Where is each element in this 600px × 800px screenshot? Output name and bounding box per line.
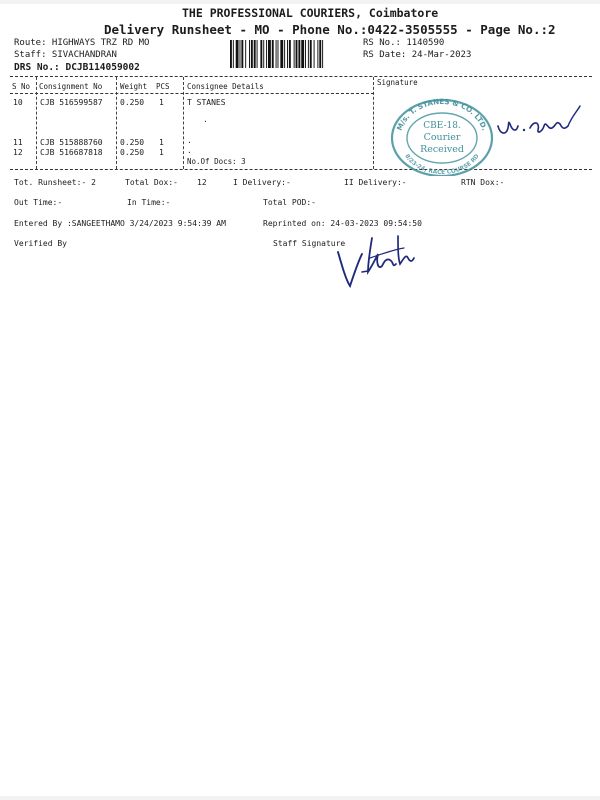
barcode-bar bbox=[233, 40, 234, 68]
col-divider bbox=[183, 77, 184, 169]
barcode-bar bbox=[236, 40, 239, 68]
ii-delivery: II Delivery:- bbox=[344, 178, 407, 187]
row-sno: 10 bbox=[13, 98, 23, 107]
company-stamp-icon bbox=[388, 94, 496, 176]
staff-signature-label: Staff Signature bbox=[273, 239, 346, 248]
drs-number: DRS No.: DCJB114059002 bbox=[14, 62, 140, 73]
row-details: . bbox=[187, 136, 192, 145]
row-pcs: 1 bbox=[159, 98, 164, 107]
barcode-bar bbox=[251, 40, 253, 68]
col-header-sno: S No bbox=[12, 82, 31, 91]
reprinted-on: Reprinted on: 24-03-2023 09:54:50 bbox=[263, 219, 422, 228]
row-sno: 12 bbox=[13, 148, 23, 157]
row-weight: 0.250 bbox=[120, 138, 145, 147]
rs-number: RS No.: 1140590 bbox=[363, 38, 445, 48]
col-divider bbox=[36, 77, 37, 169]
total-dox-value: 12 bbox=[197, 178, 207, 187]
row-consignment: CJB 516687818 bbox=[40, 148, 103, 157]
col-divider bbox=[116, 77, 117, 169]
row-pcs: 1 bbox=[159, 148, 164, 157]
stamp-ring-text: M/s. T. STANES & CO. LTD. bbox=[394, 96, 490, 132]
barcode-bar bbox=[245, 40, 246, 68]
barcode-bar bbox=[314, 40, 315, 68]
barcode-bar bbox=[310, 40, 312, 68]
barcode-bar bbox=[298, 40, 300, 68]
company-title: THE PROFESSIONAL COURIERS, Coimbatore bbox=[182, 6, 439, 20]
col-divider bbox=[373, 77, 374, 169]
staff-label: Staff: SIVACHANDRAN bbox=[14, 50, 117, 60]
rtn-dox: RTN Dox:- bbox=[461, 178, 505, 187]
table-bottom-rule bbox=[10, 169, 592, 170]
stamp-line3: Received bbox=[420, 144, 464, 155]
barcode-bar bbox=[301, 40, 304, 68]
row-sno: 11 bbox=[13, 138, 23, 147]
tot-runsheet: Tot. Runsheet:- 2 bbox=[14, 178, 96, 187]
row-extra-dot: . bbox=[203, 115, 208, 124]
stamp-bottom-text: 8/23-24, RACE COURSE RD bbox=[403, 153, 481, 176]
entered-by: Entered By :SANGEETHAMO 3/24/2023 9:54:39 AM bbox=[14, 219, 226, 228]
barcode-bar bbox=[240, 40, 241, 68]
barcode-bar bbox=[308, 40, 309, 68]
col-header-weight: Weight bbox=[120, 82, 148, 91]
runsheet-title: Delivery Runsheet - MO - Phone No.:0422-3505555 - Page No.:2 bbox=[104, 22, 556, 37]
row-details: T STANES bbox=[187, 98, 226, 107]
col-header-signature: Signature bbox=[377, 78, 418, 87]
barcode-bar bbox=[278, 40, 279, 68]
barcode-bar bbox=[230, 40, 232, 68]
in-time: In Time:- bbox=[127, 198, 171, 207]
rs-date: RS Date: 24-Mar-2023 bbox=[363, 50, 472, 60]
barcode-bar bbox=[322, 40, 323, 68]
stamp-line2: Courier bbox=[423, 132, 461, 143]
barcode-bar bbox=[268, 40, 271, 68]
verified-by: Verified By bbox=[14, 239, 67, 248]
docs-count: No.Of Docs: 3 bbox=[187, 157, 246, 166]
scan-edge-top bbox=[0, 0, 600, 4]
scan-edge-bottom bbox=[0, 796, 600, 800]
barcode-bar bbox=[287, 40, 288, 68]
row-consignment: CJB 516599587 bbox=[40, 98, 103, 107]
barcode-bar bbox=[249, 40, 250, 68]
barcode-bar bbox=[294, 40, 295, 68]
out-time: Out Time:- bbox=[14, 198, 63, 207]
table-top-rule bbox=[10, 76, 592, 77]
row-details: . bbox=[187, 146, 192, 155]
barcode-bar bbox=[284, 40, 285, 68]
route-label: Route: HIGHWAYS TRZ RD MO bbox=[14, 38, 150, 48]
row-consignment: CJB 515888760 bbox=[40, 138, 103, 147]
barcode-bar bbox=[266, 40, 267, 68]
col-header-pcs: PCS bbox=[156, 82, 170, 91]
barcode-bar bbox=[317, 40, 318, 68]
col-header-consignment: Consignment No bbox=[39, 82, 103, 91]
staff-signature-icon bbox=[332, 228, 417, 294]
header-underline bbox=[10, 93, 374, 94]
barcode-image bbox=[229, 40, 359, 68]
total-pod: Total POD:- bbox=[263, 198, 316, 207]
barcode-bar bbox=[276, 40, 277, 68]
i-delivery: I Delivery:- bbox=[233, 178, 291, 187]
total-dox-label: Total Dox:- bbox=[125, 178, 178, 187]
row-pcs: 1 bbox=[159, 138, 164, 147]
barcode-bar bbox=[272, 40, 274, 68]
barcode-bar bbox=[263, 40, 264, 68]
barcode-bar bbox=[260, 40, 262, 68]
receiver-signature-icon bbox=[494, 100, 584, 140]
barcode-bar bbox=[319, 40, 321, 68]
barcode-bar bbox=[257, 40, 258, 68]
barcode-bar bbox=[254, 40, 256, 68]
row-weight: 0.250 bbox=[120, 98, 145, 107]
barcode-bar bbox=[280, 40, 283, 68]
barcode-bar bbox=[289, 40, 291, 68]
barcode-bar bbox=[241, 40, 243, 68]
svg-text:8/23-24, RACE COURSE RD bbox=[403, 153, 480, 176]
barcode-bar bbox=[296, 40, 298, 68]
barcode-bar bbox=[305, 40, 306, 68]
stamp-line1: CBE-18. bbox=[423, 121, 461, 131]
col-header-consignee: Consignee Details bbox=[187, 82, 264, 91]
row-weight: 0.250 bbox=[120, 148, 145, 157]
